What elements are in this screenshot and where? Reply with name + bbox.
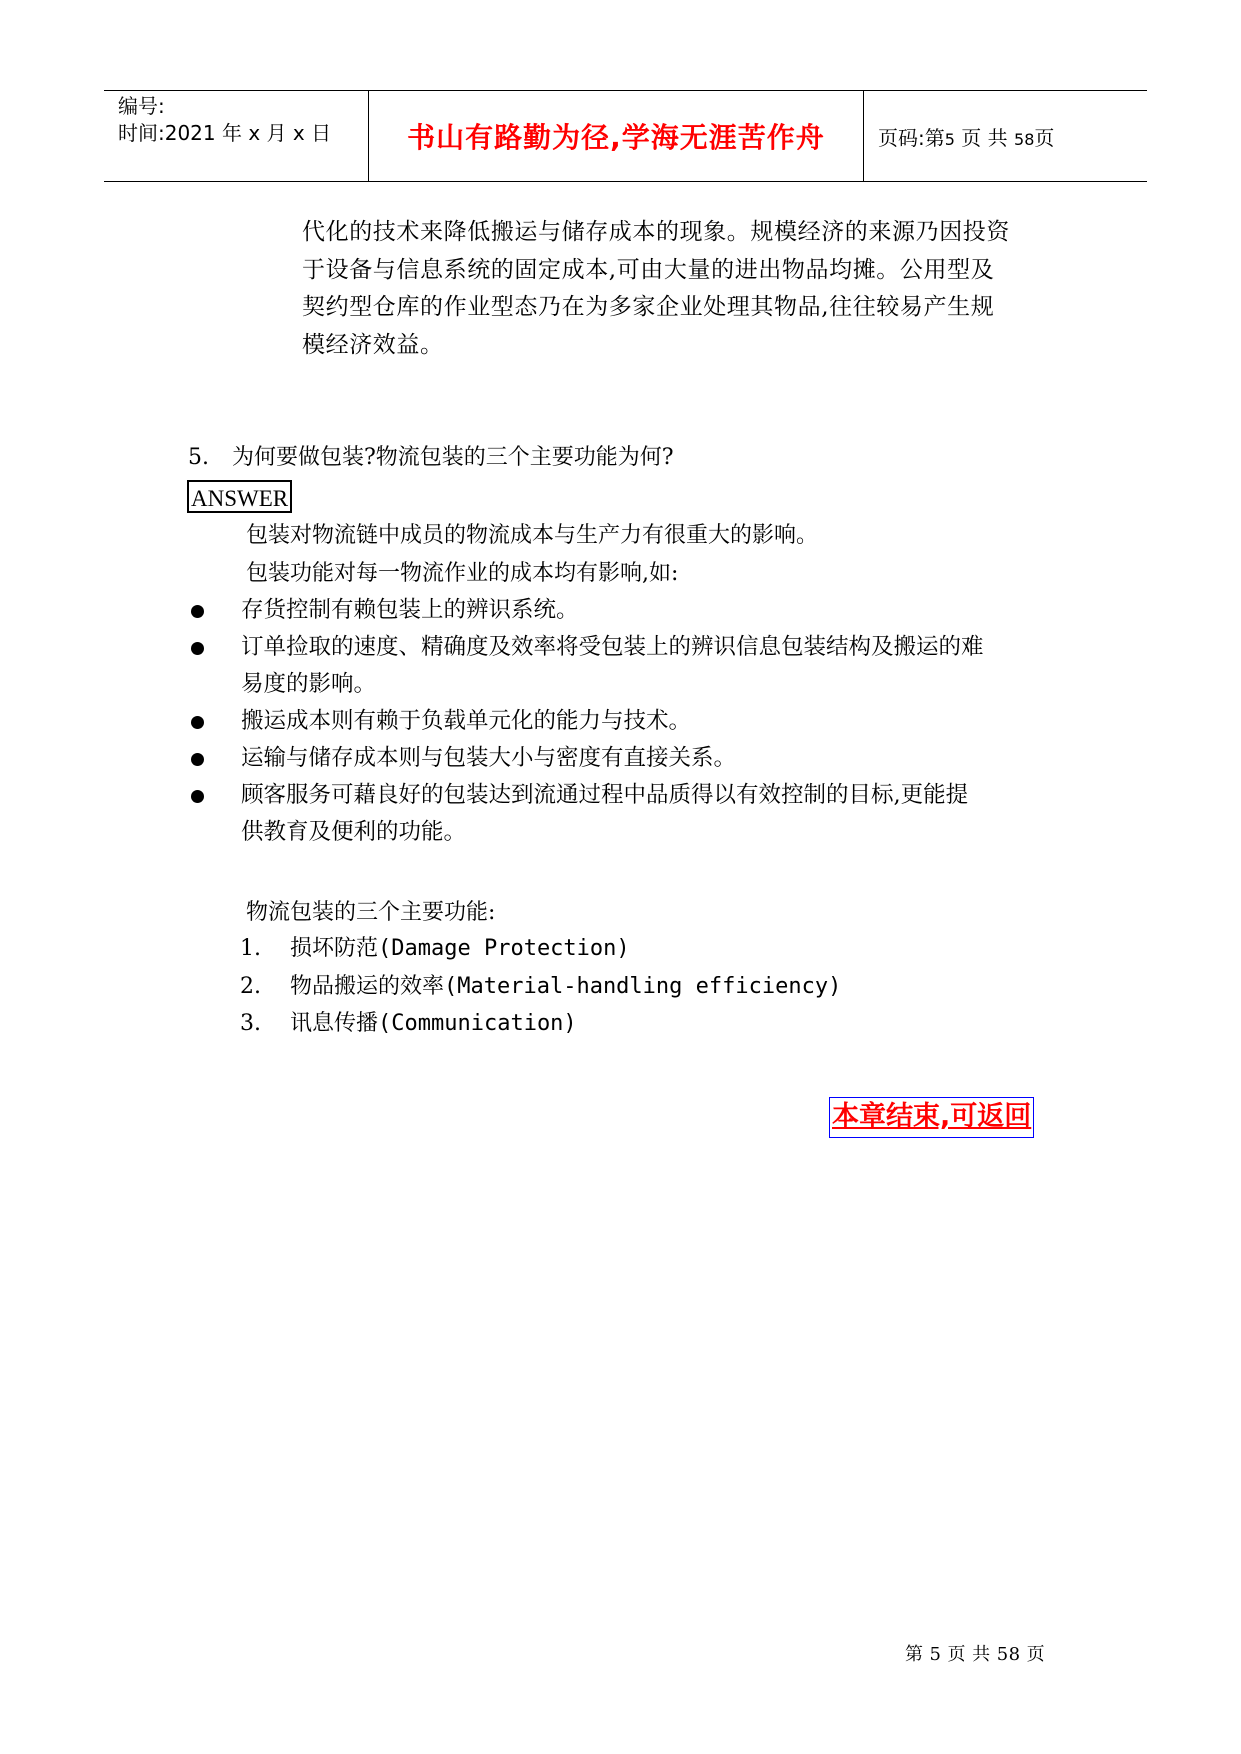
packaging-impact-list [188,592,1068,851]
paragraph-line: 代化的技术来降低搬运与储存成本的现象。规模经济的来源乃因投资 [302,219,1010,245]
question-heading [188,440,674,471]
functions-list [240,930,841,1043]
paragraph-line: 于设备与信息系统的固定成本,可由大量的进出物品均摊。公用型及 [302,256,995,283]
document-time-label: 时间:2021 年 x 月 x 日 [118,121,332,145]
paragraph-line: 模经济效益。 [302,331,444,358]
header-motto-cell [368,91,864,181]
answer-intro-line-1: 包装对物流链中成员的物流成本与生产力有很重大的影响。 [246,523,819,548]
page-header [104,90,1147,182]
continued-paragraph [302,214,1062,364]
bullet-icon [191,642,204,655]
list-item: 顾客服务可藉良好的包装达到流通过程中品质得以有效控制的目标,更能提 供教育及便利的功能。 [188,777,1068,851]
chapter-end-return-link[interactable]: 本章结束,可返回 [829,1097,1034,1138]
list-item: 运输与储存成本则与包装大小与密度有直接关系。 [188,740,1068,777]
answer-label: ANSWER [187,480,292,513]
page-footer: 第 5 页 共 58 页 [905,1644,1046,1665]
header-page-cell [864,91,1147,181]
bullet-icon [191,716,204,729]
footer-total-pages: 58 [996,1644,1021,1665]
bullet-icon [191,605,204,618]
list-item: 2. 物品搬运的效率(Material-handling efficiency) [240,973,842,999]
list-item: 3. 讯息传播(Communication) [240,1011,577,1036]
header-page-number: 页码:第5 页 共 58页 [878,125,1055,150]
list-item: 搬运成本则有赖于负载单元化的能力与技术。 [188,703,1068,740]
header-info-cell [104,91,368,181]
list-item: 1. 损坏防范(Damage Protection) [240,936,630,961]
list-item: 存货控制有赖包装上的辨识系统。 [188,592,1068,629]
document-number-label: 编号: [118,94,165,118]
list-item: 订单捡取的速度、精确度及效率将受包装上的辨识信息包装结构及搬运的难 易度的影响。 [188,629,1068,703]
header-motto: 书山有路勤为径,学海无涯苦作舟 [407,121,825,154]
question-text: 为何要做包装?物流包装的三个主要功能为何? [232,445,674,470]
bullet-icon [191,790,204,803]
answer-intro-line-2: 包装功能对每一物流作业的成本均有影响,如: [246,561,679,586]
question-number: 5. [188,445,209,470]
functions-title: 物流包装的三个主要功能: [246,900,496,925]
footer-current-page: 5 [929,1644,942,1665]
paragraph-line: 契约型仓库的作业型态乃在为多家企业处理其物品,往往较易产生规 [302,294,995,320]
bullet-icon [191,753,204,766]
